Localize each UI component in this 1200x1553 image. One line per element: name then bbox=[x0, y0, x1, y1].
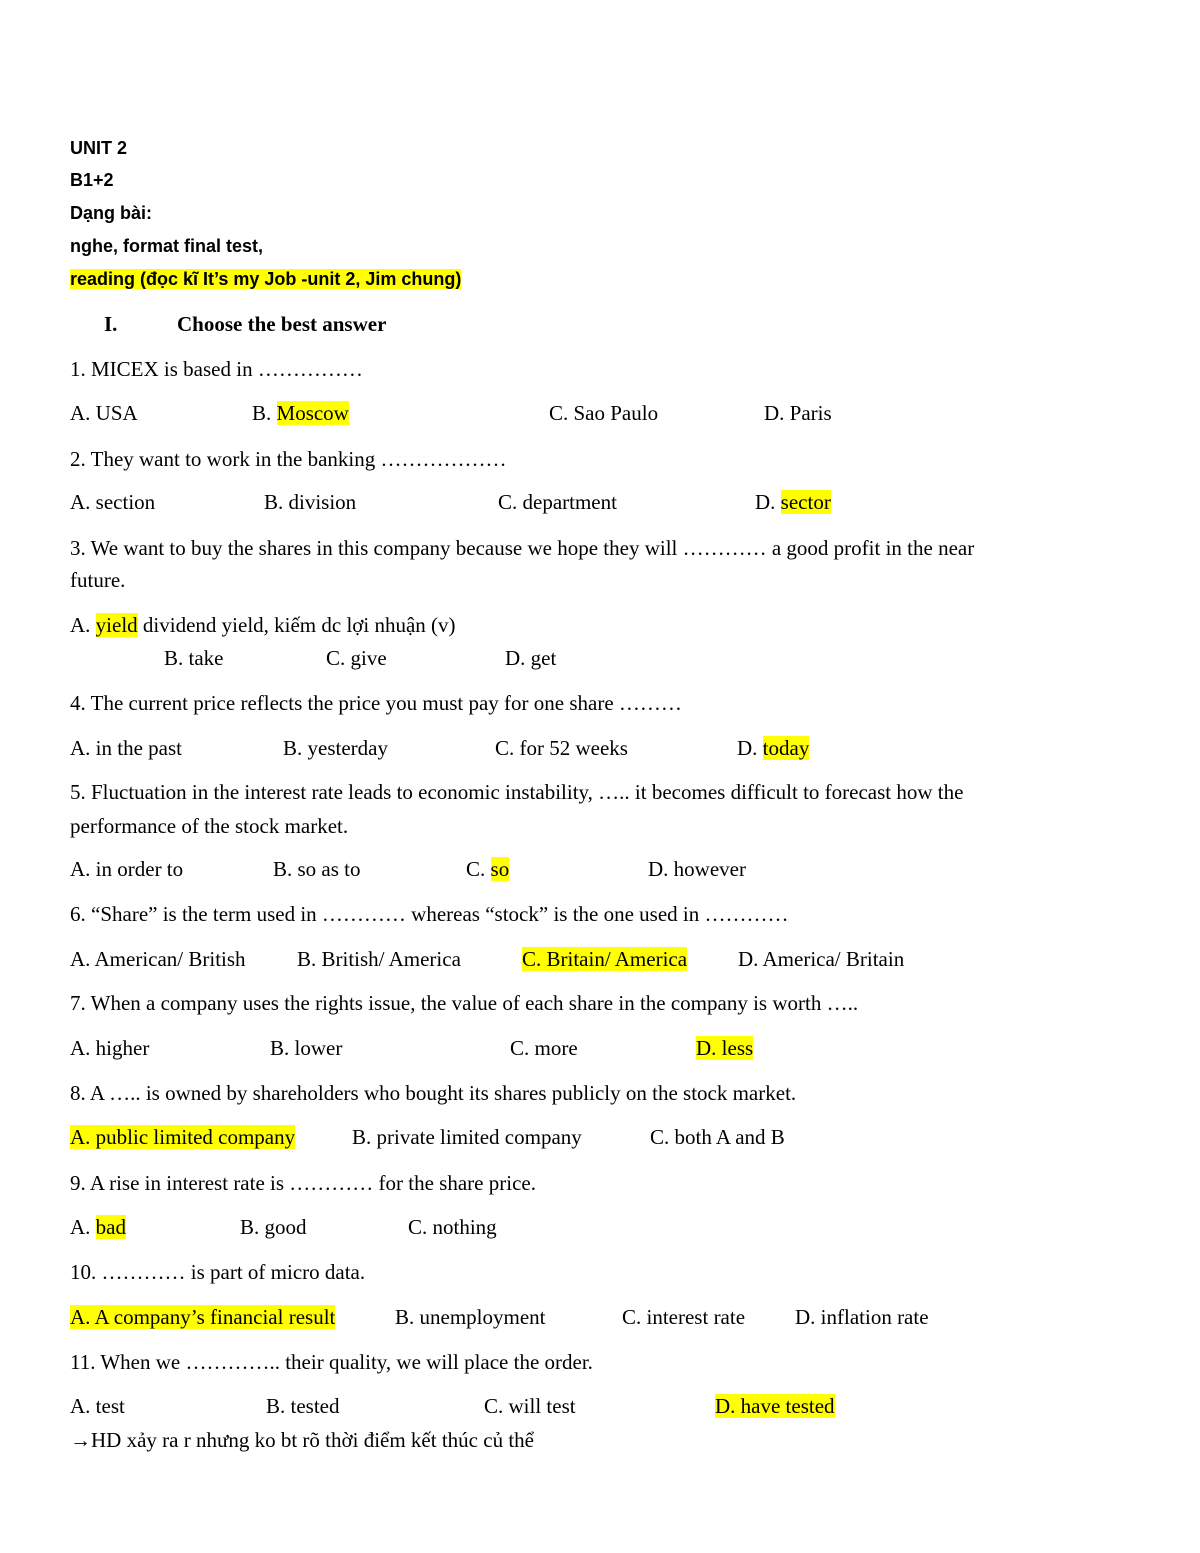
q6-option-a: A. American/ British bbox=[70, 947, 246, 971]
q1-option-c: C. Sao Paulo bbox=[549, 401, 659, 425]
q3-annotation: dividend yield, kiếm dc lợi nhuận (v) bbox=[137, 613, 456, 637]
answer-highlight: A. A company’s financial result bbox=[70, 1305, 336, 1329]
answer-highlight: D. have tested bbox=[715, 1394, 835, 1418]
q4-option-a: A. in the past bbox=[70, 736, 182, 760]
reading-note bbox=[70, 267, 461, 291]
q2-option-b: B. division bbox=[264, 490, 357, 514]
q3-option-b: B. take bbox=[164, 646, 224, 670]
q1-option-b: B. Moscow bbox=[252, 401, 349, 425]
q8-option-c: C. both A and B bbox=[650, 1125, 785, 1149]
q8-option-b: B. private limited company bbox=[352, 1125, 582, 1149]
answer-highlight: yield bbox=[95, 613, 138, 637]
answer-highlight: sector bbox=[780, 490, 831, 514]
q11-option-a: A. test bbox=[70, 1394, 125, 1418]
q1-option-a: A. USA bbox=[70, 401, 138, 425]
q3-option-a: A. yield dividend yield, kiếm dc lợi nhuận (v) bbox=[70, 613, 456, 637]
q5-option-b: B. so as to bbox=[273, 857, 361, 881]
q10-option-b: B. unemployment bbox=[395, 1305, 546, 1329]
q9-option-c: C. nothing bbox=[408, 1215, 497, 1239]
q4-option-b: B. yesterday bbox=[283, 736, 388, 760]
q3-option-d: D. get bbox=[505, 646, 557, 670]
exercise-type-label: Dạng bài: bbox=[70, 203, 153, 223]
q6-option-b: B. British/ America bbox=[297, 947, 461, 971]
level-heading: B1+2 bbox=[70, 170, 114, 190]
question-5-line-1: 5. Fluctuation in the interest rate leads to economic instability, ….. it becomes difficult to forecast how the bbox=[70, 780, 964, 804]
question-4: 4. The current price reflects the price you must pay for one share ……… bbox=[70, 691, 682, 715]
answer-highlight: A. public limited company bbox=[70, 1125, 296, 1149]
q11-option-d bbox=[715, 1393, 835, 1419]
question-3-line-1: 3. We want to buy the shares in this company because we hope they will ………… a good profit in the near bbox=[70, 536, 975, 560]
section-title: Choose the best answer bbox=[177, 312, 387, 336]
q4-option-d: D. today bbox=[737, 736, 810, 760]
reading-note-highlight: reading (đọc kĩ It’s my Job -unit 2, Jim chung) bbox=[70, 269, 462, 289]
q11-option-b: B. tested bbox=[266, 1394, 340, 1418]
q10-option-d: D. inflation rate bbox=[795, 1305, 929, 1329]
question-10: 10. ………… is part of micro data. bbox=[70, 1260, 366, 1284]
q9-option-b: B. good bbox=[240, 1215, 307, 1239]
question-8: 8. A ….. is owned by shareholders who bought its shares publicly on the stock market. bbox=[70, 1081, 797, 1105]
exercise-type-items: nghe, format final test, bbox=[70, 236, 264, 256]
answer-highlight: C. Britain/ America bbox=[522, 947, 688, 971]
answer-highlight: bad bbox=[95, 1215, 126, 1239]
q10-option-c: C. interest rate bbox=[622, 1305, 746, 1329]
answer-highlight: Moscow bbox=[276, 401, 349, 425]
question-7: 7. When a company uses the rights issue, the value of each share in the company is worth ….. bbox=[70, 991, 859, 1015]
question-1: 1. MICEX is based in …………… bbox=[70, 357, 363, 381]
question-9: 9. A rise in interest rate is ………… for the share price. bbox=[70, 1171, 536, 1195]
q10-option-a bbox=[70, 1304, 335, 1330]
q2-option-a: A. section bbox=[70, 490, 156, 514]
q7-option-b: B. lower bbox=[270, 1036, 343, 1060]
q5-option-d: D. however bbox=[648, 857, 746, 881]
q2-option-c: C. department bbox=[498, 490, 617, 514]
answer-highlight: so bbox=[490, 857, 510, 881]
q6-option-d: D. America/ Britain bbox=[738, 947, 905, 971]
question-11: 11. When we ………….. their quality, we will place the order. bbox=[70, 1350, 593, 1374]
q2-option-d: D. sector bbox=[755, 490, 831, 514]
answer-highlight: D. less bbox=[696, 1036, 754, 1060]
question-2: 2. They want to work in the banking ……………… bbox=[70, 447, 507, 471]
q3-option-c: C. give bbox=[326, 646, 387, 670]
q11-option-c: C. will test bbox=[484, 1394, 576, 1418]
answer-note: →HD xảy ra r nhưng ko bt rõ thời điểm kết thúc củ thể bbox=[70, 1428, 534, 1452]
q9-option-a: A. bad bbox=[70, 1215, 126, 1239]
q6-option-c bbox=[522, 946, 687, 972]
answer-highlight: today bbox=[762, 736, 810, 760]
q5-option-a: A. in order to bbox=[70, 857, 184, 881]
q5-option-c: C. so bbox=[466, 857, 510, 881]
question-6: 6. “Share” is the term used in ………… whereas “stock” is the one used in ………… bbox=[70, 902, 789, 926]
question-5-line-2: performance of the stock market. bbox=[70, 814, 349, 838]
question-3-line-2: future. bbox=[70, 568, 126, 592]
q7-option-a: A. higher bbox=[70, 1036, 150, 1060]
unit-heading: UNIT 2 bbox=[70, 138, 128, 158]
section-roman: I. bbox=[104, 312, 118, 336]
q1-option-d: D. Paris bbox=[764, 401, 832, 425]
q7-option-c: C. more bbox=[510, 1036, 578, 1060]
q7-option-d bbox=[696, 1035, 753, 1061]
q8-option-a bbox=[70, 1124, 295, 1150]
q4-option-c: C. for 52 weeks bbox=[495, 736, 628, 760]
